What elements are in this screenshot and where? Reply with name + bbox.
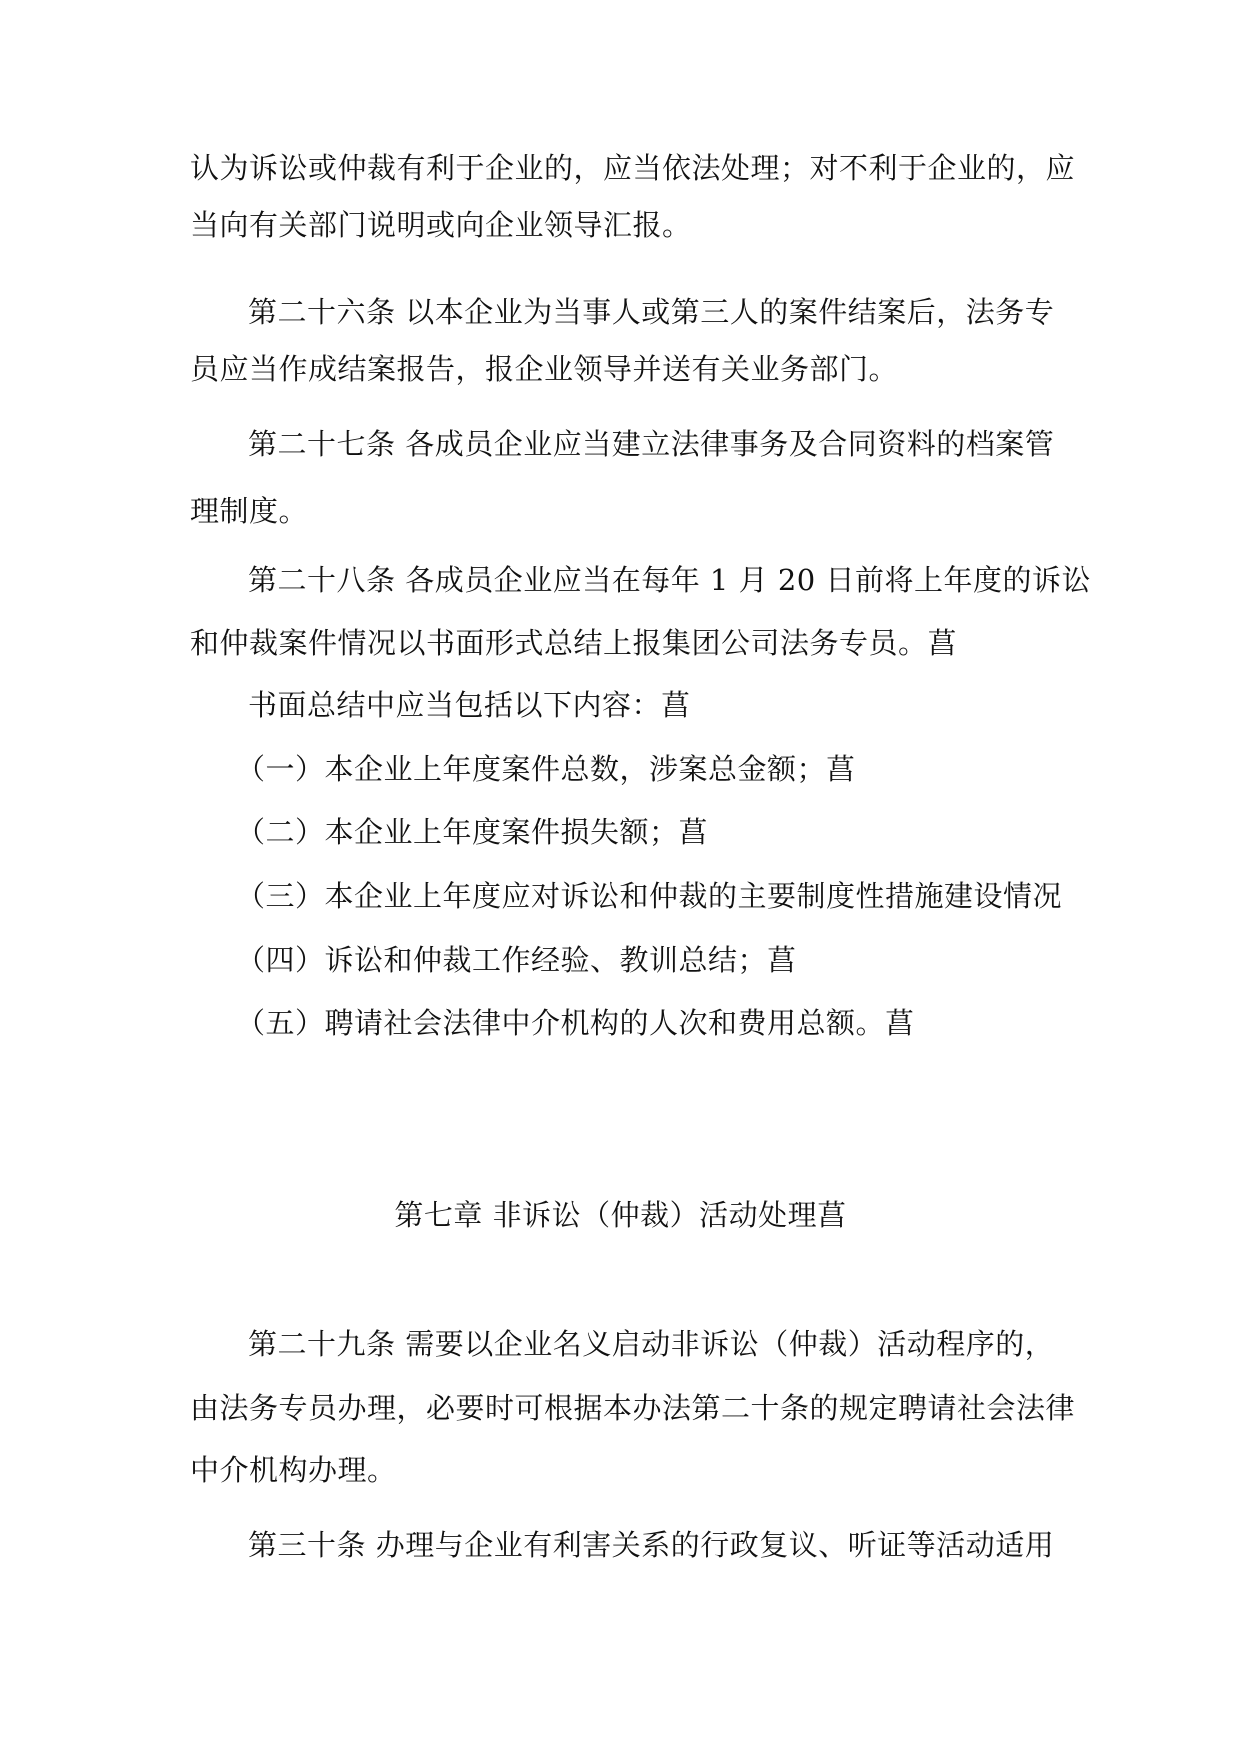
text-line: 由法务专员办理，必要时可根据本办法第二十条的规定聘请社会法律 [190,1391,1076,1425]
article-30-heading: 第三十条 办理与企业有利害关系的行政复议、听证等活动适用 [248,1528,1055,1562]
text-line: 和仲裁案件情况以书面形式总结上报集团公司法务专员。菖 [190,626,958,660]
text-line: 书面总结中应当包括以下内容：菖 [248,688,691,722]
text-line: 中介机构办理。 [190,1453,397,1487]
article-26-heading: 第二十六条 以本企业为当事人或第三人的案件结案后，法务专 [248,295,1055,329]
list-item: （四）诉讼和仲裁工作经验、教训总结；菖 [236,943,797,977]
text-line: 当向有关部门说明或向企业领导汇报。 [190,208,692,242]
chapter-heading: 第七章 非诉讼（仲裁）活动处理菖 [394,1198,847,1232]
list-item: （三）本企业上年度应对诉讼和仲裁的主要制度性措施建设情况 [236,879,1063,913]
text-line: 员应当作成结案报告，报企业领导并送有关业务部门。 [190,352,899,386]
list-item: （一）本企业上年度案件总数，涉案总金额；菖 [236,752,856,786]
list-item: （五）聘请社会法律中介机构的人次和费用总额。菖 [236,1006,915,1040]
article-28-heading: 第二十八条 各成员企业应当在每年 1 月 20 日前将上年度的诉讼 [248,563,1091,597]
text-line: 理制度。 [190,494,309,528]
article-27-heading: 第二十七条 各成员企业应当建立法律事务及合同资料的档案管 [248,427,1055,461]
text-line: 认为诉讼或仲裁有利于企业的，应当依法处理；对不利于企业的，应 [190,151,1076,185]
article-29-heading: 第二十九条 需要以企业名义启动非诉讼（仲裁）活动程序的， [248,1327,1055,1361]
list-item: （二）本企业上年度案件损失额；菖 [236,815,709,849]
